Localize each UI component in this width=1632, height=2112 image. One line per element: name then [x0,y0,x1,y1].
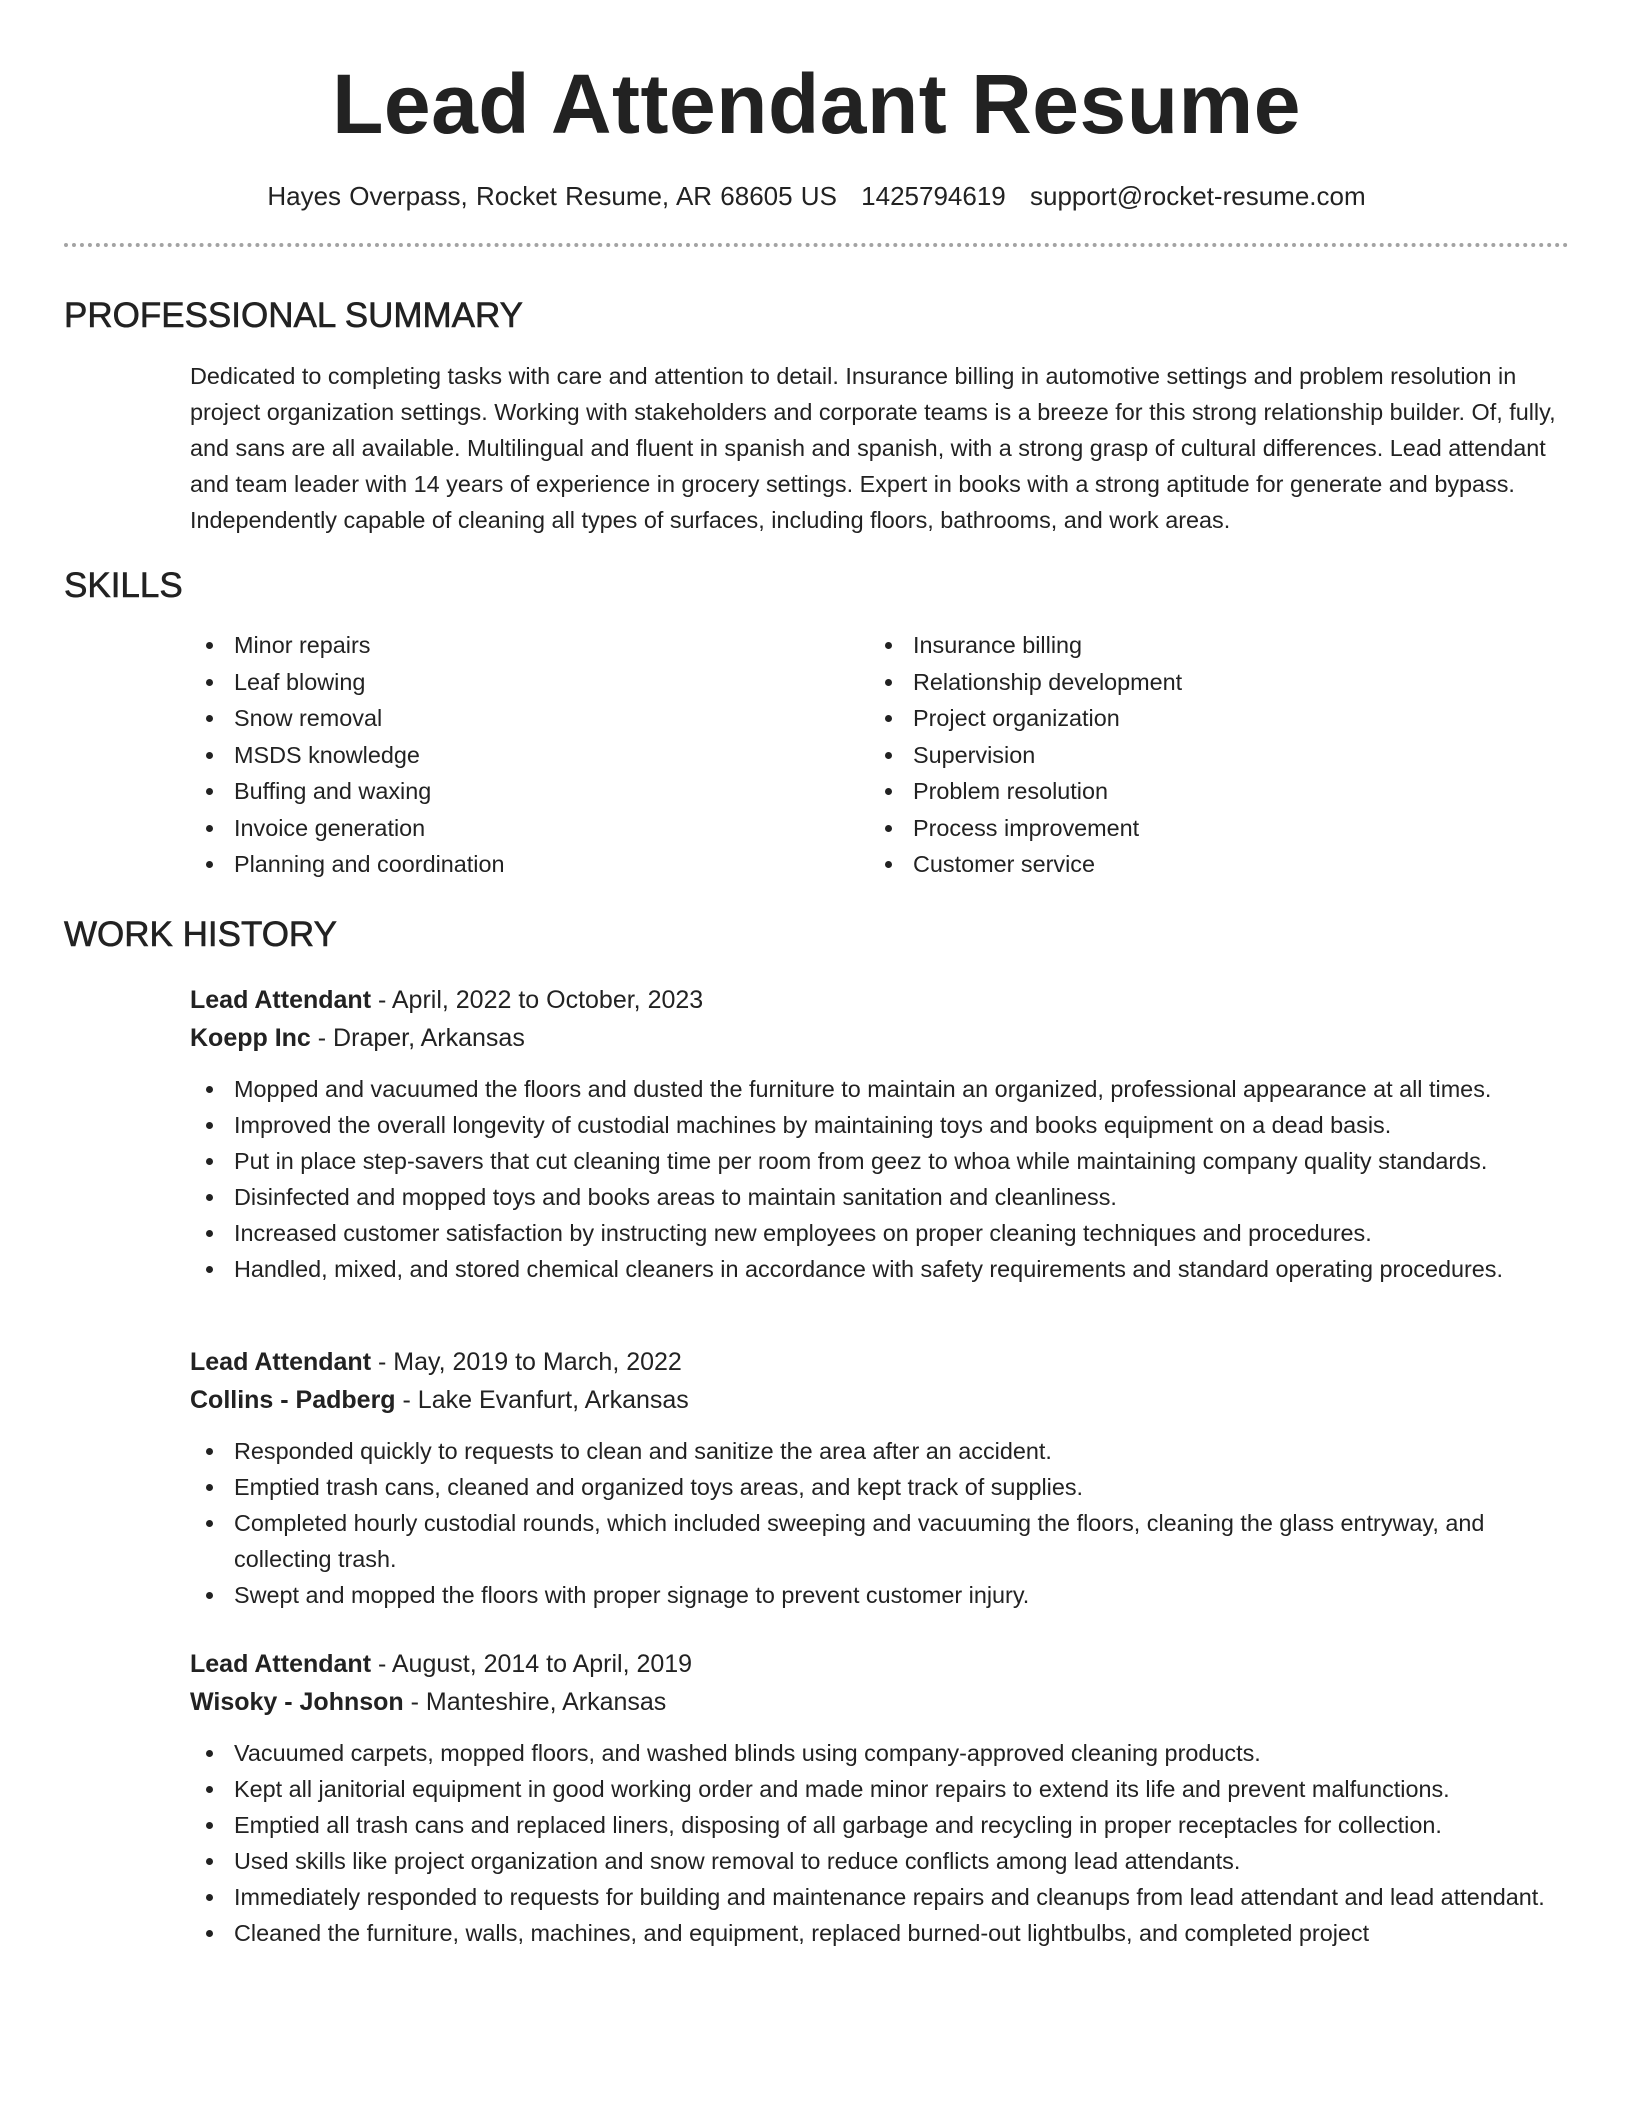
duty-item: Increased customer satisfaction by instructing new employees on proper cleaning techniques and procedures. [190,1215,1570,1251]
skill-item: Leaf blowing [190,664,869,701]
contact-line [64,183,1569,209]
contact-phone: 1425794619 [861,181,1006,211]
job-duties [190,1735,1570,1951]
duty-item: Swept and mopped the floors with proper signage to prevent customer injury. [190,1577,1570,1613]
skill-item: Buffing and waxing [190,773,869,810]
duty-item: Emptied trash cans, cleaned and organized toys areas, and kept track of supplies. [190,1469,1570,1505]
skills-grid [190,627,1569,883]
job-dates: - August, 2014 to April, 2019 [371,1649,693,1678]
skill-item: Planning and coordination [190,846,869,883]
job-entry [190,981,1569,1287]
job-duties [190,1433,1570,1613]
duty-item: Disinfected and mopped toys and books areas to maintain sanitation and cleanliness. [190,1179,1570,1215]
duty-item: Emptied all trash cans and replaced liners, disposing of all garbage and recycling in proper receptacles for collection. [190,1807,1570,1843]
resume-page [64,0,1569,1951]
skill-item: Relationship development [869,664,1548,701]
job-entry [190,1343,1569,1613]
skill-item: Problem resolution [869,773,1548,810]
skills-heading: SKILLS [64,566,183,605]
job-location: - Draper, Arkansas [310,1023,525,1052]
job-location: - Lake Evanfurt, Arkansas [395,1385,689,1414]
skill-item: Project organization [869,700,1548,737]
job-duties [190,1071,1570,1287]
job-title-line [190,1645,1569,1683]
summary-heading: PROFESSIONAL SUMMARY [64,296,523,335]
job-title-line [190,1343,1569,1381]
duty-item: Used skills like project organization and snow removal to reduce conflicts among lead attendants. [190,1843,1570,1879]
job-company-line [190,1019,1569,1057]
work-history-heading: WORK HISTORY [64,914,337,954]
summary-text: Dedicated to completing tasks with care and attention to detail. Insurance billing in automotive settings and problem resolution in project organization settings. Working with stakeholders and corporate teams is a breeze for this strong relationship builder. Of, fully, and sans are all available. Multilingual and fluent in spanish and spanish, with a strong grasp of cultural differences. Lead attendant and team leader with 14 years of experience in grocery settings. Expert in books with a strong aptitude for generate and bypass. Independently capable of cleaning all types of surfaces, including floors, bathrooms, and work areas. [190,363,1556,533]
duty-item: Vacuumed carpets, mopped floors, and washed blinds using company-approved cleaning products. [190,1735,1570,1771]
header-divider [64,243,1569,247]
job-title: Lead Attendant [190,985,372,1014]
skill-item: Customer service [869,846,1548,883]
contact-address: Hayes Overpass, Rocket Resume, AR 68605 US [267,181,837,211]
skill-item: Snow removal [190,700,869,737]
contact-email: support@rocket-resume.com [1030,181,1366,211]
job-entry [190,1645,1569,1951]
job-company-line [190,1381,1569,1419]
job-dates: - April, 2022 to October, 2023 [371,985,704,1014]
duty-item: Immediately responded to requests for building and maintenance repairs and cleanups from lead attendant and lead attendant. [190,1879,1570,1915]
skill-item: Insurance billing [869,627,1548,664]
job-title: Lead Attendant [190,1649,372,1678]
job-company-line [190,1683,1569,1721]
duty-item: Improved the overall longevity of custodial machines by maintaining toys and books equipment on a dead basis. [190,1107,1570,1143]
duty-item: Completed hourly custodial rounds, which included sweeping and vacuuming the floors, cleaning the glass entryway, and collecting trash. [190,1505,1570,1577]
duty-item: Kept all janitorial equipment in good working order and made minor repairs to extend its life and prevent malfunctions. [190,1771,1570,1807]
skill-item: Minor repairs [190,627,869,664]
duty-item: Cleaned the furniture, walls, machines, and equipment, replaced burned-out lightbulbs, and completed project [190,1915,1570,1951]
job-title-line [190,981,1569,1019]
skill-item: MSDS knowledge [190,737,869,774]
skills-column-right [869,627,1548,883]
duty-item: Put in place step-savers that cut cleaning time per room from geez to whoa while maintaining company quality standards. [190,1143,1570,1179]
duty-item: Handled, mixed, and stored chemical cleaners in accordance with safety requirements and standard operating procedures. [190,1251,1570,1287]
skills-column-left [190,627,869,883]
skill-item: Supervision [869,737,1548,774]
job-location: - Manteshire, Arkansas [403,1687,667,1716]
job-title: Lead Attendant [190,1347,372,1376]
resume-title: Lead Attendant Resume [332,57,1301,151]
skill-item: Process improvement [869,810,1548,847]
duty-item: Responded quickly to requests to clean and sanitize the area after an accident. [190,1433,1570,1469]
skill-item: Invoice generation [190,810,869,847]
duty-item: Mopped and vacuumed the floors and dusted the furniture to maintain an organized, professional appearance at all times. [190,1071,1570,1107]
job-company: Collins - Padberg [190,1385,396,1414]
job-company: Wisoky - Johnson [190,1687,404,1716]
job-dates: - May, 2019 to March, 2022 [371,1347,682,1376]
job-company: Koepp Inc [190,1023,311,1052]
